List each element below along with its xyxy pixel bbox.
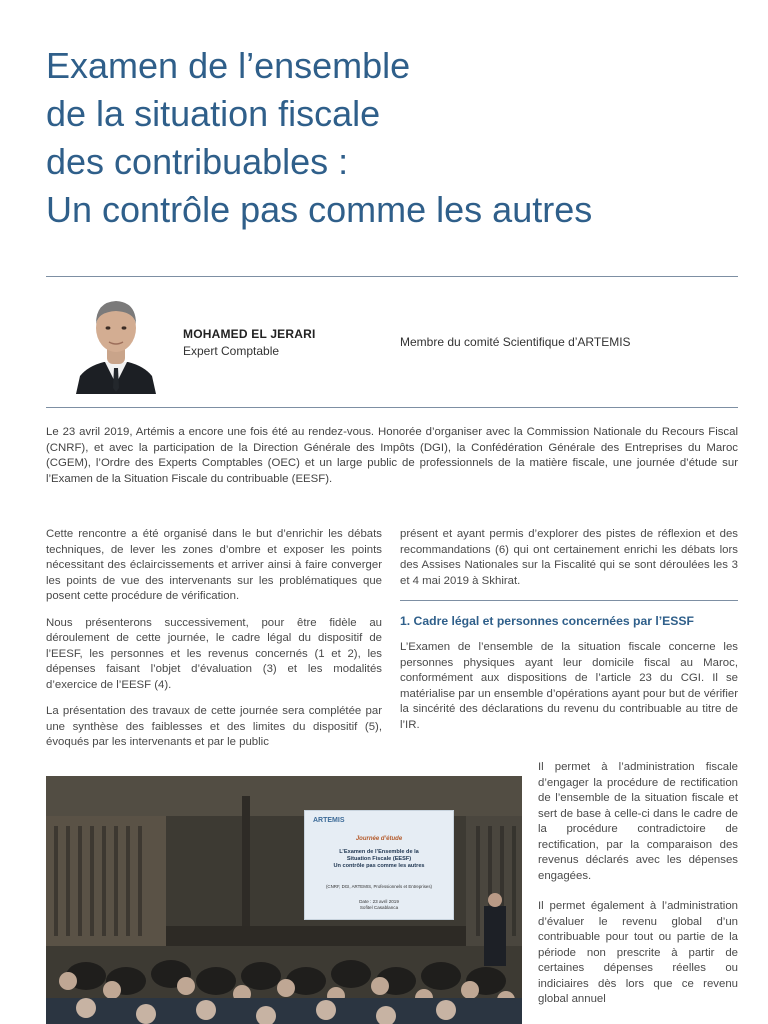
section-divider [400,600,738,601]
body-paragraph: présent et ayant permis d’explorer des pistes de réflexion et des recommandations (6) qui ont certainement enrichi les débats lors des Assises Nationales sur la Fiscalité qui se sont déroulées les 3 et 4 mai 2019 à Skhirat. [400,528,738,587]
author-membership: Membre du comité Scientifique d’ARTEMIS [400,335,631,349]
right-column [400,527,738,744]
title-line: Examen de l’ensemble [46,45,411,86]
screen-subtitle: (CNRF, DGI, ARTEMIS, Professionnels et Entreprises) [325,884,433,889]
conference-photo [46,776,522,1024]
body-paragraph: Il permet à l’administration fiscale d’engager la procédure de rectification de l’ensemble de la situation fiscale et sert de base à celle-ci dans le cadre de la procédure contradictoire de rectification, par la comparaison des revenus déclarés avec les dépenses engagées. [538,761,738,882]
right-narrow-column [538,760,738,1023]
title-line: de la situation fiscale [46,93,381,134]
author-portrait [74,292,158,394]
intro-paragraph: Le 23 avril 2019, Artémis a encore une fois été au rendez-vous. Honorée d’organiser avec la Commission Nationale du Recours Fiscal (CNRF), et avec la participation de la Direction Générale des Impôts (DGI), la Confédération Générale des Entreprises du Maroc (CGEM), l’Ordre des Experts Comptables (OEC) et un large public de professionnels de la matière fiscale, une journée d’étude sur l’Examen de la Situation Fiscale du contribuable (EESF). [46,426,738,485]
article-title [46,42,746,234]
body-paragraph: Il permet également à l’administration d’évaluer le revenu global d’un contribuable pour tout ou partie de la période non prescrite à partir de certaines dépenses réelles ou indiciaires dès lors que ce revenu global annuel [538,900,738,1005]
projection-screen [304,810,454,920]
title-line: Un contrôle pas comme les autres [46,189,593,230]
screen-date-line: Date : 23 avril 2019 [359,899,399,904]
body-paragraph: La présentation des travaux de cette journée sera complétée par une synthèse des faiblesses et des limites du dispositif (5), évoqués par les intervenants et par le public [46,705,382,748]
screen-logo: ARTEMIS [313,817,345,824]
screen-date [305,899,453,911]
body-paragraph: Cette rencontre a été organisé dans le but d’enrichir les débats techniques, de lever les zones d’ombre et exposer les points nécessitant des éclaircissements et arriver ainsi à faire converger les points de vue des intervenants sur les problématiques que posent cette procédure de vérification. [46,528,382,602]
left-column [46,527,382,762]
title-line: des contribuables : [46,141,349,182]
screen-title-line: L’Examen de l’Ensemble de la [339,849,419,855]
body-paragraph: Nous présenterons successivement, pour être fidèle au déroulement de cette journée, le cadre légal du dispositif de l’EESF, les personnes et les revenus concernés (1 et 2), les dépenses faisant l’objet d’évaluation (3) et les modalités d’exercice de l’EESF (4). [46,616,382,691]
screen-date-line: Sofitel Casablanca [359,905,399,910]
author-divider [46,407,738,408]
author-name: MOHAMED EL JERARI [183,327,316,341]
screen-title [305,849,453,870]
screen-journee: Journée d’étude [355,836,403,842]
author-role: Expert Comptable [183,344,280,358]
body-paragraph: L’Examen de l’ensemble de la situation fiscale concerne les personnes physiques ayant leur domicile fiscal au Maroc, conformément aux dispositions de l’article 23 du CGI. Il se matérialise par un ensemble d’opérations ayant pour but de vérifier la sincérité des déclarations du revenu du contribuable au titre de l’IR. [400,641,738,731]
screen-title-line: Un contrôle pas comme les autres [333,863,425,869]
title-divider [46,276,738,277]
screen-title-line: Situation Fiscale (EESF) [346,856,412,862]
section-heading: 1. Cadre légal et personnes concernées par l’ESSF [400,614,694,628]
